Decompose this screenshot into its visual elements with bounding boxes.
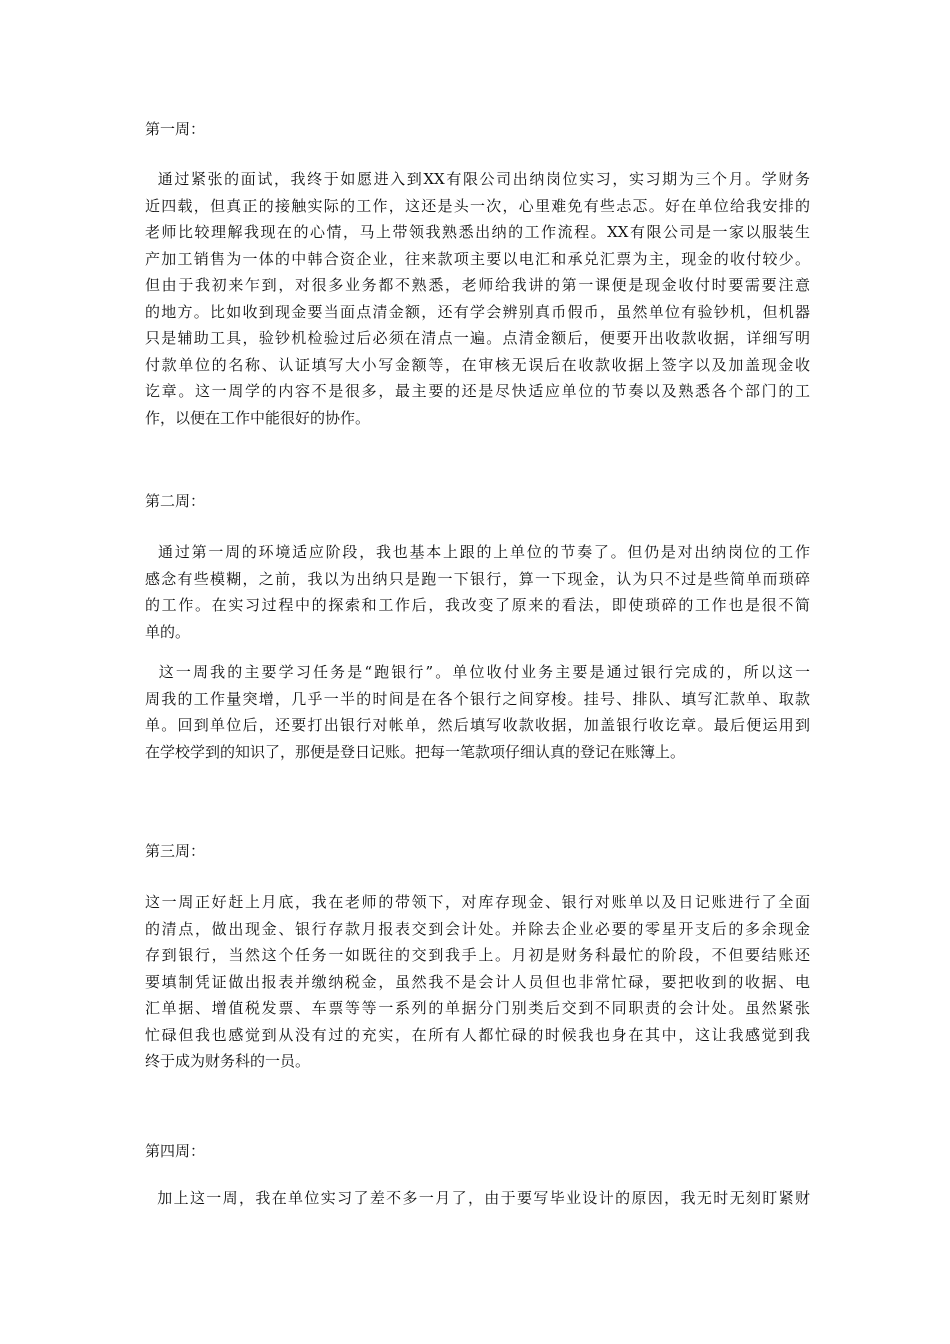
text-line: 的工作。在实习过程中的探索和工作后，我改变了原来的看法，即使琐碎的工作也是很不简 — [145, 596, 810, 614]
section-heading-week-1: 第一周： — [145, 120, 206, 138]
text-line: 通过第一周的环境适应阶段，我也基本上跟的上单位的节奏了。但仍是对出纳岗位的工作 — [145, 543, 810, 561]
text-line: 忙碌但我也感觉到从没有过的充实，在所有人都忙碌的时候我也身在其中，这让我感觉到我 — [145, 1025, 810, 1044]
text-line: 终于成为财务科的一员。 — [145, 1052, 311, 1070]
text-line: 但由于我初来乍到，对很多业务都不熟悉，老师给我讲的第一课便是现金收付时要需要注意 — [145, 276, 810, 294]
section-heading-week-2: 第二周： — [145, 492, 206, 510]
text-line: 讫章。这一周学的内容不是很多，最主要的还是尽快适应单位的节奏以及熟悉各个部门的工 — [145, 382, 810, 400]
text-line: 加上这一周，我在单位实习了差不多一月了，由于要写毕业设计的原因，我无时无刻盯紧财 — [145, 1189, 810, 1207]
text-line: 付款单位的名称、认证填写大小写金额等，在审核无误后在收款收据上签字以及加盖现金收 — [145, 355, 810, 374]
text-line: 产加工销售为一体的中韩合资企业，往来款项主要以电汇和承兑汇票为主，现金的收付较少。 — [145, 249, 810, 268]
text-line: 存到银行，当然这个任务一如既往的交到我手上。月初是财务科最忙的阶段，不但要结账还 — [145, 946, 810, 964]
text-line: 汇单据、增值税发票、车票等等一系列的单据分门别类后交到不同职责的会计处。虽然紧张 — [145, 999, 810, 1017]
text-line: 老师比较理解我现在的心情，马上带领我熟悉出纳的工作流程。XX有限公司是一家以服装生 — [145, 223, 810, 241]
text-line: 这一周我的主要学习任务是“跑银行”。单位收付业务主要是通过银行完成的，所以这一 — [145, 663, 810, 681]
text-line: 周我的工作量突增，几乎一半的时间是在各个银行之间穿梭。挂号、排队、填写汇款单、取款 — [145, 689, 810, 708]
text-line: 感念有些模糊，之前，我以为出纳只是跑一下银行，算一下现金，认为只不过是些简单而琐碎 — [145, 569, 810, 588]
section-2-paragraph-1 — [145, 539, 810, 645]
section-heading-week-3: 第三周： — [145, 842, 206, 860]
section-4-paragraph-1 — [145, 1185, 810, 1212]
text-line: 作，以便在工作中能很好的协作。 — [145, 408, 371, 427]
section-heading-week-4: 第四周： — [145, 1142, 206, 1160]
text-line: 只是辅助工具，验钞机检验过后必须在清点一遍。点清金额后，便要开出收款收据，详细写明 — [145, 329, 810, 347]
text-line: 单。回到单位后，还要打出银行对帐单，然后填写收款收据，加盖银行收讫章。最后便运用到 — [145, 716, 810, 734]
text-line: 的地方。比如收到现金要当面点清金额，还有学会辨别真币假币，虽然单位有验钞机，但机器 — [145, 302, 810, 321]
section-2-paragraph-2 — [145, 659, 810, 765]
section-1-paragraph-1 — [145, 166, 810, 431]
text-line: 在学校学到的知识了，那便是登日记账。把每一笔款项仔细认真的登记在账簿上。 — [145, 742, 686, 761]
text-line: 单的。 — [145, 622, 191, 641]
text-line: 的清点，做出现金、银行存款月报表交到会计处。并除去企业必要的零星开支后的多余现金 — [145, 919, 810, 938]
text-line: 近四载，但真正的接触实际的工作，这还是头一次，心里难免有些忐忑。好在单位给我安排的 — [145, 196, 810, 215]
section-3-paragraph-1 — [145, 889, 810, 1075]
text-line: 要填制凭证做出报表并缴纳税金，虽然我不是会计人员但也非常忙碌，要把收到的收据、电 — [145, 972, 810, 991]
text-line: 这一周正好赶上月底，我在老师的带领下，对库存现金、银行对账单以及日记账进行了全面 — [145, 893, 810, 911]
text-line: 通过紧张的面试，我终于如愿进入到XX有限公司出纳岗位实习，实习期为三个月。学财务 — [145, 170, 810, 188]
